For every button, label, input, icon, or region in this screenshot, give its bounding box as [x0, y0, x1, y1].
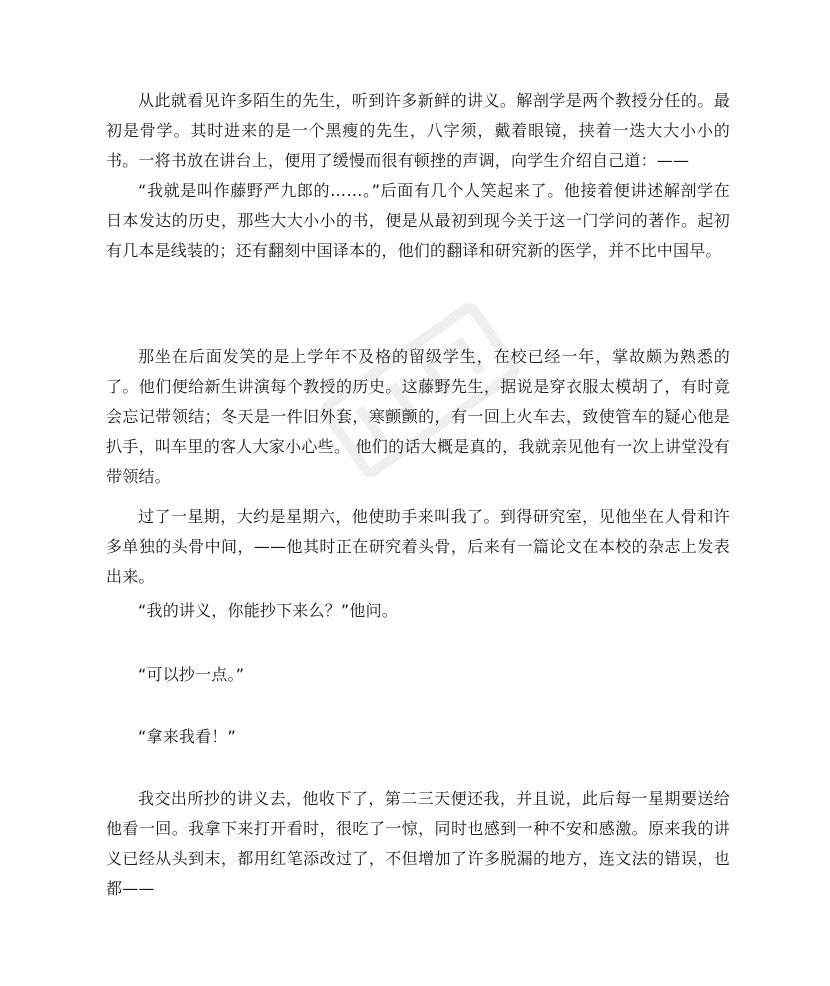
paragraph-1: 从此就看见许多陌生的先生，听到许多新鲜的讲义。解剖学是两个教授分任的。最初是骨学。其时进来的是一个黑瘦的先生，八字须，戴着眼镜，挟着一迭大大小小的书。一将书放在讲台上，便用了缓慢而很有顿挫的声调，向学生介绍自己道：—— [106, 91, 730, 170]
paragraph-8: 我交出所抄的讲义去，他收下了，第二三天便还我，并且说，此后每一星期要送给他看一回。我拿下来打开看时，很吃了一惊，同时也感到一种不安和感激。原来我的讲义已经从头到末，都用红笔添改过了，不但增加了许多脱漏的地方，连文法的错误，也都—— [106, 789, 730, 898]
paragraph-7: “拿来我看！” [138, 727, 236, 746]
paragraph-4: 过了一星期，大约是星期六，他使助手来叫我了。到得研究室，见他坐在人骨和许多单独的头骨中间，——他其时正在研究着头骨，后来有一篇论文在本校的杂志上发表出来。 [106, 507, 730, 586]
paragraph-6: “可以抄一点。” [138, 665, 245, 684]
paragraph-2: “我就是叫作藤野严九郎的……。”后面有几个人笑起来了。他接着便讲述解剖学在日本发达的历史，那些大大小小的书，便是从最初到现今关于这一门学问的著作。起初有几本是线装的；还有翻刻中国译本的，他们的翻译和研究新的医学，并不比中国早。 [106, 181, 730, 260]
paragraph-5: “我的讲义，你能抄下来么？”他问。 [138, 601, 398, 620]
paragraph-3: 那坐在后面发笑的是上学年不及格的留级学生，在校已经一年，掌故颇为熟悉的了。他们便给新生讲演每个教授的历史。这藤野先生，据说是穿衣服太模胡了，有时竟会忘记带领结；冬天是一件旧外套，寒颤颤的，有一回上火车去，致使管车的疑心他是扒手，叫车里的客人大家小心些。 他们的话大概是真的，我就亲见他有一次上讲堂没有带领结。 [106, 347, 730, 486]
